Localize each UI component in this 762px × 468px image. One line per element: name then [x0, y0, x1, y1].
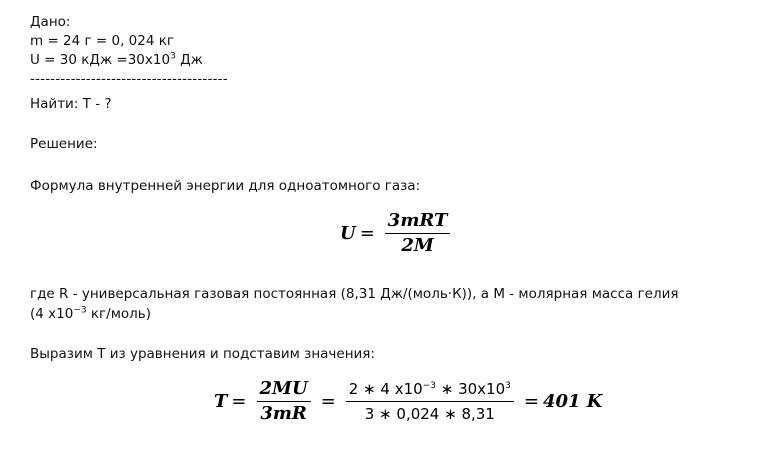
- where-line-2-prefix: (4 х10: [30, 306, 74, 322]
- result-fraction-1-denominator: 3mR: [260, 403, 307, 424]
- given-heading: Дано:: [30, 14, 71, 30]
- where-line-2-suffix: кг/моль): [86, 306, 151, 322]
- formula-intro: Формула внутренней энергии для одноатомного газа:: [30, 178, 421, 194]
- result-fraction-2-numerator-b: ∗ 30х10: [435, 380, 506, 398]
- formula-lhs: U: [340, 222, 356, 244]
- formula-u: [340, 210, 456, 257]
- result-fraction-2-bar: [346, 401, 514, 402]
- given-energy-prefix: U = 30 кДж =30х10: [30, 52, 171, 68]
- formula-numerator: 3mRT: [387, 210, 448, 231]
- result-fraction-2-exponent-1: −3: [422, 381, 436, 391]
- result-answer: 401 K: [542, 390, 603, 412]
- result-fraction-2-numerator: [346, 378, 514, 400]
- result-fraction-2-numerator-a: 2 ∗ 4 х10: [348, 380, 423, 398]
- result-equals-2: =: [320, 390, 336, 412]
- where-line-1: где R - универсальная газовая постоянная (8,31 Дж/(моль·К)), а M - молярная масса гелия: [30, 286, 679, 302]
- result-fraction-1: [257, 378, 311, 425]
- result-fraction-2-denominator: 3 ∗ 0,024 ∗ 8,31: [364, 405, 495, 423]
- result-fraction-2: [346, 378, 514, 425]
- formula-denominator: 2M: [401, 235, 434, 256]
- formula-fraction: [385, 210, 451, 257]
- result-equation: [214, 378, 602, 425]
- where-line-2: [30, 305, 151, 323]
- result-lhs: T: [214, 390, 228, 412]
- formula-fraction-bar: [385, 233, 451, 234]
- where-line-2-exponent: −3: [73, 305, 87, 316]
- given-energy: [30, 51, 203, 69]
- result-fraction-2-exponent-2: 3: [505, 381, 511, 391]
- formula-equals: =: [359, 222, 375, 244]
- given-energy-exponent: 3: [170, 51, 176, 62]
- solution-heading: Решение:: [30, 136, 98, 152]
- given-separator: ---------------------------------------: [30, 71, 228, 87]
- result-equals-3: =: [523, 390, 539, 412]
- express-line: Выразим T из уравнения и подставим значения:: [30, 346, 375, 362]
- result-equals-1: =: [231, 390, 247, 412]
- result-fraction-1-numerator: 2MU: [259, 378, 308, 399]
- find-line: Найти: T - ?: [30, 96, 112, 112]
- given-mass: m = 24 г = 0, 024 кг: [30, 33, 174, 49]
- given-energy-unit: Дж: [175, 52, 203, 68]
- result-fraction-1-bar: [257, 401, 311, 402]
